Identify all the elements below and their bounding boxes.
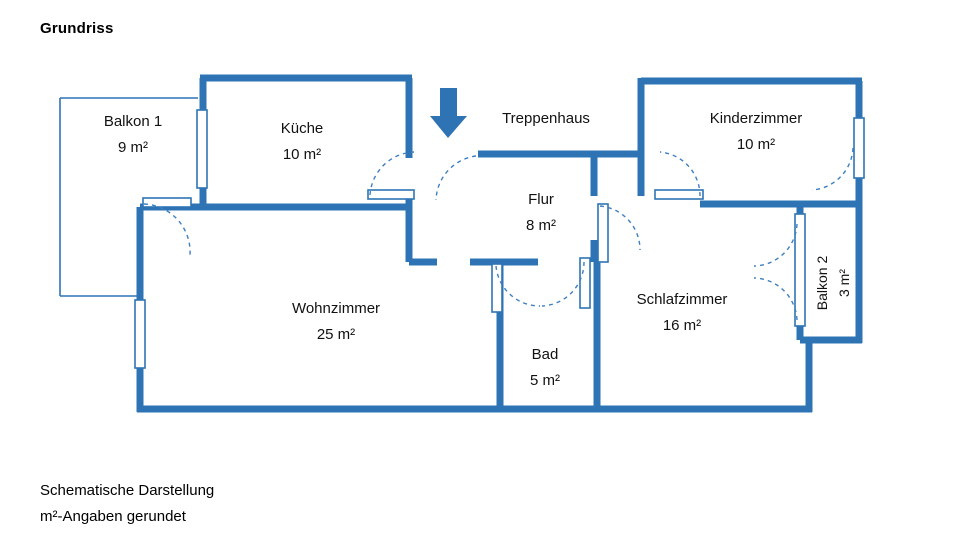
page-title: Grundriss [40, 20, 114, 37]
room-area-balkon2: 3 m² [836, 269, 852, 297]
room-labels [104, 110, 852, 389]
room-area-bad: 5 m² [530, 372, 560, 389]
room-area-kinderzimmer: 10 m² [736, 136, 776, 153]
footnote-line-1: Schematische Darstellung [40, 482, 215, 499]
footnote-line-2: m²-Angaben gerundet [40, 508, 186, 525]
room-label-balkon2: Balkon 2 [814, 255, 830, 311]
room-area-flur: 8 m² [526, 217, 556, 234]
room-label-schlafzimmer: Schlafzimmer [636, 291, 728, 308]
room-area-kueche: 10 m² [282, 146, 322, 163]
room-area-wohnzimmer: 25 m² [316, 326, 356, 343]
room-label-kueche: Küche [280, 120, 324, 137]
wall-structure [137, 78, 862, 412]
room-label-flur: Flur [528, 191, 554, 208]
room-label-treppenhaus: Treppenhaus [502, 110, 590, 127]
entrance-arrow [430, 88, 467, 138]
room-area-schlafzimmer: 16 m² [662, 317, 702, 334]
footnotes [40, 478, 214, 530]
room-label-bad: Bad [531, 346, 559, 363]
room-label-wohnzimmer: Wohnzimmer [291, 300, 381, 317]
room-area-balkon1: 9 m² [118, 139, 148, 156]
room-label-balkon1: Balkon 1 [103, 113, 163, 130]
room-label-kinderzimmer: Kinderzimmer [709, 110, 803, 127]
